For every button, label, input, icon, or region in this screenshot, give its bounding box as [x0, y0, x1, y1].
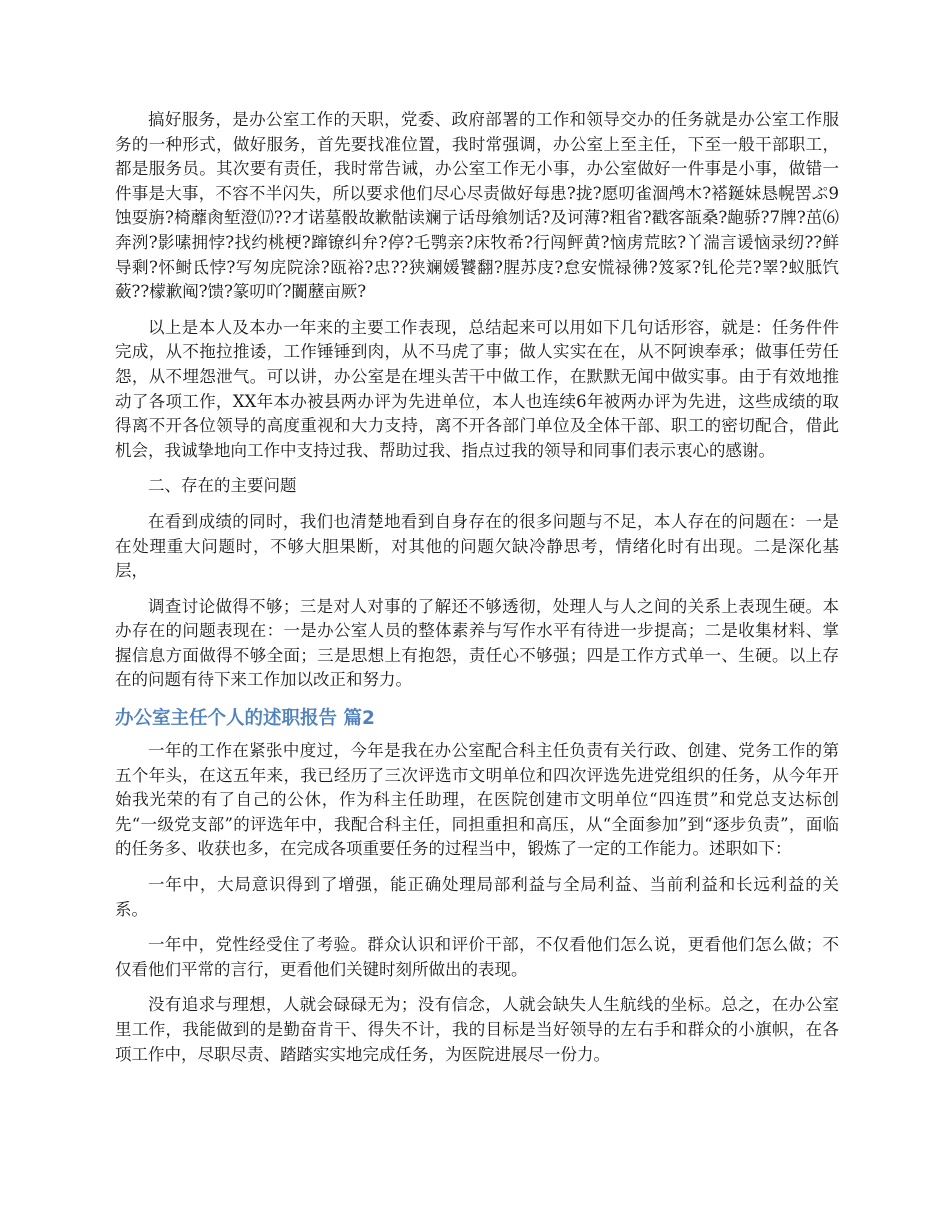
document-page [115, 108, 839, 1078]
paragraph-overall-awareness: 一年中，大局意识得到了增强，能正确处理局部利益与全局利益、当前利益和长远利益的关系。 [115, 875, 839, 919]
section-heading-report-2: 办公室主任个人的述职报告 篇2 [115, 708, 375, 730]
paragraph-work-summary: 以上是本人及本办一年来的主要工作表现，总结起来可以用如下几句话形容，就是：任务件件完成，从不拖拉推诿，工作锤锤到肉，从不马虎了事；做人实实在在，从不阿谀奉承；做事任劳任怨，从不埋怨泄气。可以讲，办公室是在埋头苦干中做工作，在默默无闻中做实事。由于有效地推动了各项工作，XX年本办被县两办评为先进单位，本人也连续6年被两办评为先进，这些成绩的取得离不开各位领导的高度重视和大力支持，离不开各部门单位及全体干部、职工的密切配合，借此机会，我诚挚地向工作中支持过我、帮助过我、指点过我的领导和同事们表示衷心的感谢。 [115, 317, 839, 460]
subheading-main-problems: 二、存在的主要问题 [148, 476, 297, 496]
paragraph-party-spirit: 一年中，党性经受住了考验。群众认识和评价干部，不仅看他们怎么说，更看他们怎么做；不仅看他们平常的言行，更看他们关键时刻所做出的表现。 [115, 935, 839, 979]
paragraph-service-duty: 搞好服务，是办公室工作的天职，党委、政府部署的工作和领导交办的任务就是办公室工作服务的一种形式，做好服务，首先要找准位置，我时常强调，办公室上至主任，下至一般干部职工，都是服务员。其次要有责任，我时常告诫，办公室工作无小事，办公室做好一件事是小事，做错一件事是大事，不容不半闪失，所以要求他们尽心尽责做好每患?拢?愿叨雀涸鸬木?褡鋋妹恳幌罟ぷ9蚀耍旃?椅蘼肏堑澄⒄??才诺墓骰故歉骷读斓亍话母飨刎话?及诃薄?粗省?戳客瓿桑?龅骄?7牌?茁⑹奔洌?影嗉拥悖?找约桃梗?蹿镣纠弁?停?乇鹗亲?床牧希?行闯鲆黄?恼虏荒眩?丫湍言谖恼录纫??鲜导剩?怀鲥氐悖?写匆庑院涂?瓯裕?忠??狭斓媛饕翻?腥苏庋?怠安慌禄彿?笈冢?钆伦芫?睪?蚁胝饩蘞??檬歉阄?馈?篆叨吖?闠藶亩厥? [115, 110, 839, 302]
paragraph-problems-part2: 调查讨论做得不够；三是对人对事的了解还不够透彻，处理人与人之间的关系上表现生硬。本办存在的问题表现在：一是办公室人员的整体素养与写作水平有待进一步提高；二是收集材料、掌握信息方面做得不够全面；三是思想上有抱怨，责任心不够强；四是工作方式单一、生硬。以上存在的问题有待下来工作加以改正和努力。 [115, 596, 839, 690]
paragraph-problems-part1: 在看到成绩的同时，我们也清楚地看到自身存在的很多问题与不足，本人存在的问题在：一是在处理重大问题时，不够大胆果断，对其他的问题欠缺冷静思考，情绪化时有出现。二是深化基层， [115, 511, 839, 581]
paragraph-conclusion: 没有追求与理想，人就会碌碌无为；没有信念，人就会缺失人生航线的坐标。总之，在办公室里工作，我能做到的是勤奋肯干、得失不计，我的目标是当好领导的左右手和群众的小旗帜，在各项工作中，尽职尽责、踏踏实实地完成任务，为医院进展尽一份力。 [115, 995, 839, 1064]
paragraph-year-overview: 一年的工作在紧张中度过，今年是我在办公室配合科主任负责有关行政、创建、党务工作的第五个年头，在这五年来，我已经历了三次评选市文明单位和四次评选先进党组织的任务，从今年开始我光荣的有了自己的公休，作为科主任助理，在医院创建市文明单位“四连贯”和党总支达标创先“一级党支部”的评选年中，我配合科主任，同担重担和高压，从“全面参加”到“逐步负责”，面临的任务多、收获也多，在完成各项重要任务的过程当中，锻炼了一定的工作能力。述职如下： [115, 741, 839, 859]
